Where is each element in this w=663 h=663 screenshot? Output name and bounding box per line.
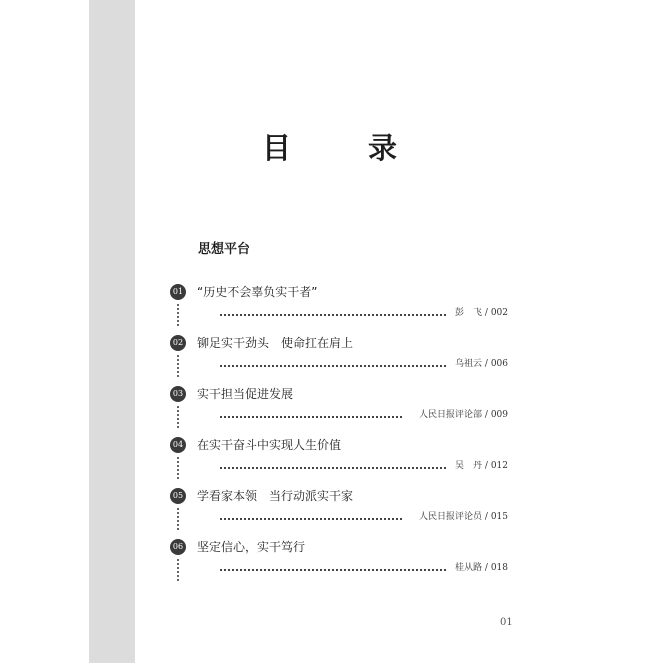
entry-page: 002 [490, 308, 508, 318]
entry-author: 彭 飞 [455, 308, 483, 318]
entry-title[interactable]: 铆足实干劲头 使命扛在肩上 [197, 336, 354, 350]
entry-page: 018 [490, 563, 508, 573]
toc-entry[interactable] [0, 436, 663, 486]
vertical-dotted-line [177, 457, 181, 479]
leader-dots [220, 408, 402, 422]
entry-title[interactable]: 学看家本领 当行动派实干家 [197, 489, 354, 503]
entry-number-badge: 05 [170, 488, 186, 504]
vertical-dotted-line [177, 355, 181, 377]
entry-author: 人民日报评论部 [419, 410, 483, 420]
vertical-dotted-line [177, 304, 181, 326]
leader-dots [220, 561, 446, 575]
toc-entry[interactable] [0, 538, 663, 588]
entry-author: 人民日报评论员 [419, 512, 483, 522]
entry-page: 006 [490, 359, 508, 369]
entry-meta: 人民日报评论员 / 015 [419, 512, 508, 522]
entry-author: 乌祖云 [455, 359, 483, 369]
entry-meta: 彭 飞 / 002 [455, 308, 508, 318]
vertical-dotted-line [177, 508, 181, 530]
section-heading: 思想平台 [198, 242, 251, 257]
entry-page: 009 [490, 410, 508, 420]
leader-dots [220, 510, 402, 524]
toc-entry[interactable] [0, 283, 663, 333]
entry-title[interactable]: 坚定信心，实干笃行 [197, 540, 306, 554]
page-title: 目 录 [261, 131, 421, 165]
entry-page: 015 [490, 512, 508, 522]
entry-page: 012 [490, 461, 508, 471]
entry-number-badge: 02 [170, 335, 186, 351]
leader-dots [220, 357, 446, 371]
page-number: 01 [500, 617, 513, 628]
entry-title[interactable]: 实干担当促进发展 [197, 387, 294, 401]
entry-number-badge: 01 [170, 284, 186, 300]
entry-title[interactable]: “历史不会辜负实干者” [197, 285, 318, 299]
entry-title[interactable]: 在实干奋斗中实现人生价值 [197, 438, 342, 452]
entry-meta: 乌祖云 / 006 [455, 359, 508, 369]
entry-author: 吴 丹 [455, 461, 483, 471]
toc-entry[interactable] [0, 487, 663, 537]
leader-dots [220, 459, 446, 473]
vertical-dotted-line [177, 406, 181, 428]
entry-number-badge: 04 [170, 437, 186, 453]
toc-entry[interactable] [0, 385, 663, 435]
vertical-dotted-line [177, 559, 181, 581]
entry-meta: 人民日报评论部 / 009 [419, 410, 508, 420]
entry-number-badge: 03 [170, 386, 186, 402]
entry-meta: 桂从路 / 018 [455, 563, 508, 573]
entry-number-badge: 06 [170, 539, 186, 555]
toc-entry[interactable] [0, 334, 663, 384]
leader-dots [220, 306, 446, 320]
entry-author: 桂从路 [455, 563, 483, 573]
entry-meta: 吴 丹 / 012 [455, 461, 508, 471]
